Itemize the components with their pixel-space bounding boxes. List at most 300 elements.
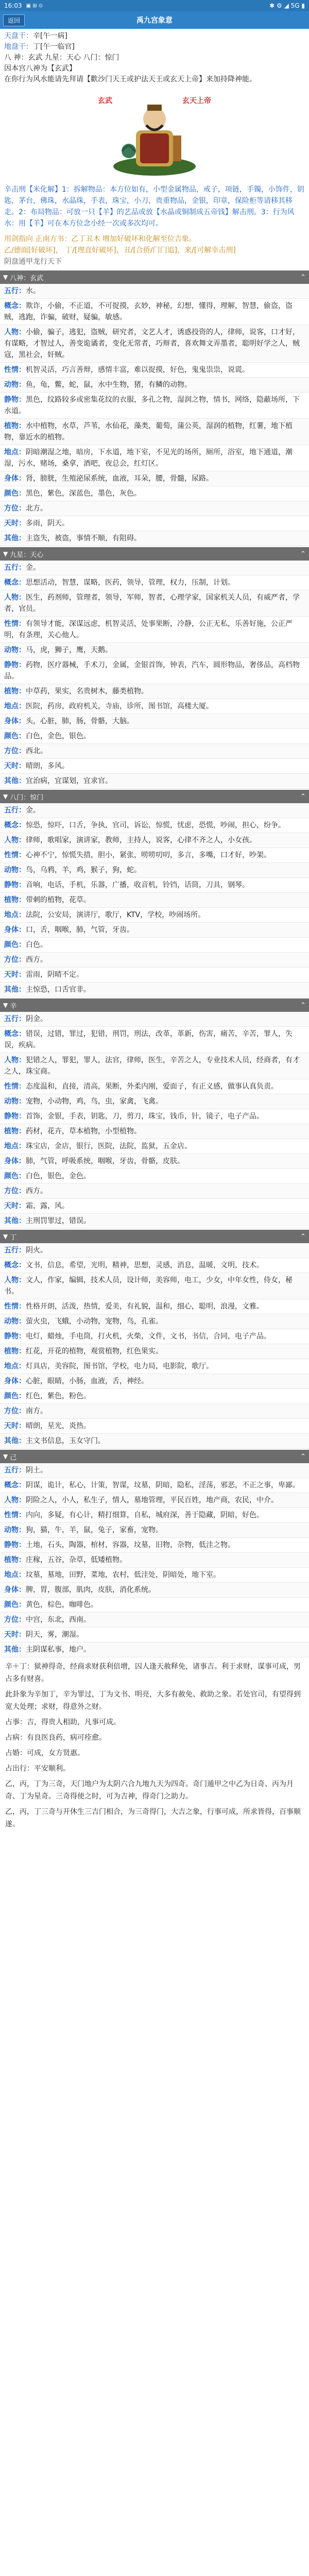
symbol-entry [0,1389,309,1404]
collapse-chevron-icon[interactable]: ⌃ [300,273,306,281]
symbol-entry [0,501,309,516]
section-title: 己 [10,1453,17,1462]
symbol-entry [0,378,309,393]
entry-value: 文人，作家，编辑，技术人员，设计师，美容师，电工，少女，中年女性，侍女，秘书。 [4,1276,293,1296]
entry-value: 水。 [26,287,40,295]
info-line [4,74,305,85]
section-body [0,561,309,789]
symbol-entry [0,1613,309,1628]
entry-key: 静物： [4,661,26,669]
status-left-icons: ▣ ⊞ ⊙ [26,3,43,9]
entry-key: 植物： [4,1127,26,1136]
entry-value: 律师，歌唱家，演讲家，教师，主持人，说客，心律不齐之人，小女孩。 [26,836,256,844]
entry-value: 带刺的植物，花草。 [26,896,91,904]
info-line [4,31,305,42]
symbol-entry [0,684,309,699]
entry-key: 地点： [4,911,26,919]
section-body [0,1463,309,1657]
entry-key: 人物： [4,328,26,336]
entry-key: 颜色： [4,1172,26,1180]
symbol-entry [0,774,309,789]
symbol-entry [0,1243,309,1258]
symbol-entry [0,893,309,908]
status-time: 16:03 [4,2,22,9]
entry-key: 颜色： [4,941,26,949]
symbol-entry [0,486,309,501]
section-header-left [3,792,300,802]
entry-key: 人物： [4,1056,26,1064]
direction-instructions [0,231,309,269]
symbol-entry [0,590,309,617]
entry-key: 植物： [4,896,26,904]
entry-key: 天时： [4,762,26,770]
entry-value: 马，虎，狮子，鹰，天鹅。 [26,646,112,654]
entry-key: 地点： [4,448,26,456]
entry-value: 白色，金色，银色。 [26,732,91,740]
symbol-entry [0,363,309,378]
entry-key: 静物： [4,396,26,404]
direction-line-3: 阴盘通甲龙行天下 [4,258,62,266]
symbol-entry [0,1214,309,1229]
entry-value: 北方。 [26,504,47,513]
entry-key: 五行： [4,564,26,572]
entry-value: 肺，气管，呼吸系统，咽喉，牙齿，骨骼，皮肤。 [26,1157,184,1165]
expand-triangle-icon: ▼ [3,1002,8,1009]
entry-value: 音响，电话，手机，乐器，广播，收音机，铃铛，话筒，刀具，钢琴。 [26,881,249,889]
entry-key: 天时： [4,1631,26,1639]
symbol-entry [0,953,309,968]
entry-key: 五行： [4,287,26,295]
symbol-entry [0,878,309,893]
info-value: 辛[午一病] [33,32,67,40]
symbol-entry [0,1538,309,1553]
symbol-entry [0,1124,309,1139]
section-title: 丁 [10,1233,17,1242]
entry-key: 方位： [4,1187,26,1195]
info-value: 八 神：玄武 九星：天心 八门：惊门 [4,54,119,62]
pan-info [0,29,309,87]
entry-value: 鸟，乌鸦，羊，鸡，猴子，狗，蛇。 [26,866,141,874]
symbol-entry [0,744,309,759]
entry-value: 欺诈，小偷，不正道，不可捉摸，玄妙，神秘，幻想，懂得，理解，智慧，偷盗，盗贼，逃跑，诈骗，破财，疑骗，敏感。 [4,302,293,321]
entry-value: 肾，膀胱，生殖泌尿系统，血液，耳朵，腰，骨髓，尿路。 [26,474,213,483]
section-header-left [3,273,300,282]
entry-value: 文书，信息，希望，光明，精神，思想，灵感，消息，温暖，文明，技术。 [26,1261,264,1269]
entry-value: 白色，银色，金色。 [26,1172,91,1180]
entry-value: 萤火虫，飞蛾，小动物，宠物，鸟，孔雀。 [26,1317,163,1326]
entry-key: 植物： [4,1556,26,1564]
collapse-chevron-icon[interactable]: ⌃ [300,1232,306,1241]
section-title: 八神：玄武 [10,274,44,282]
entry-value: 阴天，雾，潮湿。 [26,1631,83,1639]
entry-value: 电灯，蜡烛，手电筒，打火机，火柴，文件，文书，书信，合同，电子产品。 [26,1332,271,1341]
section-header-left [3,1232,300,1242]
section-title: 八门：惊门 [10,793,44,802]
entry-value: 土地，石头，陶器，棺材，容器，坟墓，旧物，杂物，低洼之物。 [26,1541,235,1549]
section-header-left [3,1001,300,1010]
symbol-entry [0,1508,309,1523]
entry-key: 性情： [4,366,26,374]
note-paragraph: 占婚：可成，女方贤惠。 [5,1749,84,1757]
collapse-chevron-icon[interactable]: ⌃ [300,1001,306,1009]
expand-triangle-icon: ▼ [3,550,8,557]
entry-value: 阴谋，诡计，私心，计策，智谋，坟墓，阴暗，隐私，淫荡，邪恶，不正之事，卑鄙。 [26,1481,300,1489]
symbol-entry [0,968,309,982]
symbol-entry [0,1094,309,1109]
symbol-entry [0,1109,309,1124]
symbol-entry [0,617,309,643]
info-label: 地盘干： [4,43,33,51]
entry-key: 动物： [4,381,26,389]
remedy-detail: 辛击刑【米化解】1：拆解物品：本方位如有，小型金属物品，戒子，项链，手镯，小饰件，钥匙，茅台，佛珠，水晶珠，手表，珠宝，小刀，贵重物品，金银，印章，保险柜等请移其移走。2：布局物品：可放一只【羊】的艺品或放【水晶或铜制成五帝钱】解击刑。3：行为风水：用【羊】可在本方位念小经一次或多次均可。 [4,185,304,228]
entry-key: 方位： [4,504,26,513]
entry-key: 人物： [4,594,26,602]
entry-key: 概念： [4,579,26,587]
entry-key: 五行： [4,1015,26,1023]
info-line [4,63,305,74]
expand-triangle-icon: ▼ [3,793,8,800]
symbol-entry [0,938,309,953]
entry-value: 多雨，阴天。 [26,519,69,528]
collapse-chevron-icon[interactable]: ⌃ [300,550,306,558]
entry-key: 天时： [4,1202,26,1210]
entry-key: 人物： [4,1276,26,1284]
title-bar [0,11,309,29]
section-header[interactable] [0,998,309,1012]
entry-key: 地点： [4,1362,26,1370]
entry-key: 方位： [4,747,26,755]
entry-key: 动物： [4,646,26,654]
entry-key: 概念： [4,1261,26,1269]
entry-key: 静物： [4,1541,26,1549]
symbol-entry [0,714,309,729]
entry-value: 金。 [26,806,40,815]
symbol-entry [0,1273,309,1299]
section-header-left [3,1452,300,1462]
symbol-sections [0,270,309,1657]
symbol-entry [0,982,309,997]
symbol-entry [0,759,309,774]
symbol-entry [0,643,309,658]
expand-triangle-icon: ▼ [3,1233,8,1240]
entry-value: 医生，药剂师，管理者，领导，军师，智者，心理学家，国家机关人员，有威严者，学者，官员。 [4,594,300,613]
deity-caption-left: 玄武 [98,97,112,105]
symbol-entry [0,1374,309,1389]
expand-triangle-icon: ▼ [3,274,8,281]
entry-value: 阴土。 [26,1466,47,1475]
entry-value: 晴朗，星光，炎热。 [26,1422,91,1430]
entry-value: 红花，开花的植物，观赏植物，红色果实。 [26,1347,163,1355]
entry-value: 西方。 [26,956,47,964]
entry-key: 动物： [4,866,26,874]
entry-key: 性情： [4,1302,26,1311]
symbol-entry [0,1478,309,1493]
symbol-entry [0,803,309,818]
section-header[interactable] [0,790,309,803]
entry-value: 鱼，龟，鳖，蛇，鼠，水中生物，猪，有鳞的动物。 [26,381,192,389]
entry-value: 思想活动，智慧，谋略，医药，领导，管理，权力，压制，计划。 [26,579,235,587]
symbol-entry [0,1598,309,1613]
entry-key: 颜色： [4,732,26,740]
status-right-icons: ✱ ⚙ ◢ 5G ▮ [269,2,305,9]
entry-value: 阴金。 [26,1015,47,1023]
entry-value: 主刑罚罪过，错误。 [26,1217,91,1225]
entry-key: 其他： [4,1437,26,1445]
entry-key: 五行： [4,1246,26,1255]
section-body [0,1243,309,1449]
entry-key: 五行： [4,1466,26,1475]
direction-line-1: 用剑指向 正南方书：乙丁丑木 增加好破坏和化解至位吉象。 [4,235,196,243]
collapse-chevron-icon[interactable]: ⌃ [300,1452,306,1461]
entry-value: 主文书信息，玉女守门。 [26,1437,105,1445]
info-value: 因本宫八神为【玄武】 [4,64,76,73]
symbol-entry [0,393,309,419]
entry-key: 其他： [4,986,26,994]
symbol-entry [0,818,309,833]
entry-key: 植物： [4,687,26,696]
symbol-entry [0,1053,309,1079]
note-paragraph: 占出行：平安顺利。 [5,1765,70,1773]
entry-key: 概念： [4,1030,26,1038]
back-button[interactable]: 返回 [3,14,25,26]
entry-value: 阴险之人，小人，私生子，情人，墓地管理，平民百姓，地产商，农民，中介。 [26,1496,278,1504]
entry-key: 动物： [4,1097,26,1106]
entry-key: 身体： [4,1377,26,1385]
section-header[interactable] [0,1450,309,1463]
entry-key: 身体： [4,1157,26,1165]
note-paragraph: 乙，丙，丁三奇与开休生三吉门相合，为三奇得门，大吉之象，行事可成，所求皆得，百事顺遂。 [5,1808,301,1828]
entry-value: 主阴谋私事，地户。 [26,1646,91,1654]
deity-statue-image [96,89,213,180]
entry-value: 阴火。 [26,1246,47,1255]
entry-key: 其他： [4,1217,26,1225]
section-body [0,284,309,546]
entry-value: 机智灵活，巧言善辩，感情丰富，难以捉摸，好色，鬼鬼祟祟，说谎。 [26,366,249,374]
symbol-entry [0,1628,309,1642]
entry-key: 静物： [4,881,26,889]
entry-value: 狗，猫，牛，羊，鼠，兔子，家畜，宠物。 [26,1526,163,1534]
entry-key: 性情： [4,620,26,628]
symbol-entry [0,1329,309,1344]
symbol-entry [0,1139,309,1154]
symbol-entry [0,923,309,938]
entry-value: 头，心脏，肺，肠，骨骼，大脑。 [26,717,134,725]
symbol-entry [0,658,309,684]
symbol-entry [0,561,309,575]
combination-notes [0,1657,309,1837]
expand-triangle-icon: ▼ [3,1453,8,1460]
entry-key: 静物： [4,1332,26,1341]
note-paragraph: 乙，丙，丁为三奇，天门地户为太阴六合九地九天为四奇。奇门遁甲之中乙为日奇、丙为月奇、丁为星奇。三奇得使之时，可为吉神，得奇门之助力。 [5,1780,294,1801]
section-body [0,803,309,997]
entry-value: 黄色，棕色，咖啡色。 [26,1601,98,1609]
section-header[interactable] [0,1230,309,1243]
entry-value: 黑色，纹路较多或密集花纹的衣服，多孔之物，湿润之物，情书，网络，隐蔽场所，下水道。 [4,396,300,415]
entry-key: 颜色： [4,1392,26,1400]
entry-key: 身体： [4,1586,26,1594]
symbol-entry [0,516,309,531]
entry-key: 其他： [4,1646,26,1654]
section-title: 九星：天心 [10,551,44,559]
entry-key: 颜色： [4,489,26,498]
entry-value: 中草药，果实，名贵树木，藤类植物。 [26,687,148,696]
page-title: 禹九宫象意 [136,16,173,25]
note-paragraph: 占病：有良医良药，病可痊愈。 [5,1734,106,1742]
entry-key: 概念： [4,302,26,310]
symbol-entry [0,1184,309,1199]
symbol-entry [0,445,309,471]
entry-value: 态度温和，直接，清高，果断，外柔内刚，爱面子，有正义感，做事认真负责。 [26,1082,278,1091]
entry-value: 雷雨，阴晴不定。 [26,971,83,979]
section-header-left [3,549,300,559]
section-title: 辛 [10,1002,17,1010]
entry-key: 性情： [4,1511,26,1519]
note-paragraph: 此卦象为辛加丁，辛为罪过，丁为文书、明亮，大多有赦免、救助之象。若处官司，有望得到宽大处理；求财，得意外之财。 [5,1690,301,1711]
entry-key: 地点： [4,1571,26,1579]
entry-value: 主惊恐，口舌官非。 [26,986,91,994]
symbol-entry [0,1169,309,1184]
symbol-entry [0,1012,309,1027]
entry-key: 性情： [4,851,26,859]
entry-value: 惊恐，惊吓，口舌，争执，官司，诉讼，惊慌，忧虑，恐慌，吵闹，担心，纷争。 [26,821,285,829]
symbol-entry [0,1199,309,1214]
entry-key: 天时： [4,1422,26,1430]
entry-value: 金。 [26,564,40,572]
entry-key: 概念： [4,1481,26,1489]
deity-image-row [0,89,309,180]
entry-key: 天时： [4,519,26,528]
entry-value: 内向，多疑，有心计，精打细算，自私，城府深，善于隐藏，阴暗，好色。 [26,1511,264,1519]
entry-value: 霜，露，风。 [26,1202,69,1210]
symbol-entry [0,1404,309,1419]
symbol-entry [0,863,309,878]
info-line [4,53,305,63]
entry-value: 阴暗潮湿之地，暗房，下水道，地下室，不见光的场所，厕所，浴室，地下通道，潮湿，污水，赌场，桑拿，酒吧，夜总会，红灯区。 [4,448,293,468]
entry-value: 药物，医疗器械，手术刀，金属，金银首饰，钟表，汽车，圆形物品，奢侈品，高档物品。 [4,661,300,681]
direction-line-2: 乙/德面[好破坏]， 丁/[理直好破坏]，丑/[合侨/门门追]，来/[可解幸击刑] [4,246,236,255]
entry-key: 人物： [4,1496,26,1504]
symbol-entry [0,531,309,546]
section-body [0,1012,309,1229]
symbol-entry [0,1079,309,1094]
deity-caption-right: 玄天上帝 [182,97,211,105]
entry-key: 地点： [4,1142,26,1150]
entry-key: 动物： [4,1317,26,1326]
entry-value: 法院，公安局，演讲厅，歌厅，KTV，学校，吵闹场所。 [26,911,205,919]
symbol-entry [0,1523,309,1538]
entry-value: 有领导才能，深谋远虑，机智灵活，处事果断，冷静，公正无私，乐善好施，公正严明，有条理，关心他人。 [4,620,293,639]
symbol-entry [0,1583,309,1598]
symbol-entry [0,1154,309,1169]
entry-key: 身体： [4,717,26,725]
entry-key: 人物： [4,836,26,844]
entry-value: 西北。 [26,747,47,755]
entry-key: 颜色： [4,1601,26,1609]
symbol-entry [0,1553,309,1568]
entry-key: 静物： [4,1112,26,1121]
symbol-entry [0,1419,309,1434]
entry-value: 错误，过错，罪过，犯错，刑罚，刑法，改革，革新，伤害，痛苦，辛苦，罪人，失误，疾病。 [4,1030,293,1049]
entry-value: 南方。 [26,1407,47,1415]
entry-value: 庄稼，五谷，杂草，低矮植物。 [26,1556,127,1564]
entry-value: 药材，花卉，草本植物，小型植物。 [26,1127,141,1136]
entry-value: 珠宝店，金店，银行，医院，法院，监狱，五金店。 [26,1142,192,1150]
symbol-entry [0,325,309,363]
entry-key: 方位： [4,1407,26,1415]
info-value: 在你行为风水能请先拜请【歡沙门天王或护法天王或玄天上帝】来加持降神能。 [4,75,256,83]
entry-value: 性格开朗，活泼，热情，爱美，有礼貌，温和，细心，聪明，浪漫，文雅。 [26,1302,264,1311]
entry-key: 其他： [4,777,26,785]
symbol-entry [0,908,309,923]
symbol-entry [0,729,309,744]
symbol-entry [0,848,309,863]
entry-value: 水中植物，水草，芦苇，水仙花，藻类，葡萄，蒲公英，湿润的植物，红薯，地下植物，靠近水的植物。 [4,422,293,442]
symbol-entry [0,1434,309,1449]
entry-value: 晴朗，多风。 [26,762,69,770]
entry-key: 其他： [4,534,26,543]
entry-key: 方位： [4,956,26,964]
entry-value: 医院，药房，政府机关，寺庙，诊所，图书馆，高楼大厦。 [26,702,213,710]
symbol-entry [0,284,309,299]
symbol-entry [0,575,309,590]
entry-value: 小偷，骗子，逃犯，盗贼，研究者，文艺人才，诱惑投资的人，律师，说客，口才好，有谋略，才智过人，善变诡谲者，变化无常者，巧辩者，喜欢舞文弄墨者，聪明好学之人，贼寇，黑社会，奸贼。 [4,328,300,359]
entry-value: 中宫，东北，西南。 [26,1616,91,1624]
symbol-entry [0,1568,309,1583]
status-bar [0,0,309,11]
entry-key: 植物： [4,422,26,430]
symbol-entry [0,1258,309,1273]
entry-value: 黑色，紫色，深蓝色，墨色，灰色。 [26,489,141,498]
entry-key: 性情： [4,1082,26,1091]
section-header[interactable] [0,270,309,284]
entry-value: 口，舌，咽喉，肺，气管，牙齿。 [26,926,134,934]
info-value: 丁[午一临官] [33,43,75,51]
symbol-entry [0,1299,309,1314]
info-line [4,42,305,53]
entry-key: 身体： [4,926,26,934]
collapse-chevron-icon[interactable]: ⌃ [300,792,306,801]
entry-value: 白色。 [26,941,47,949]
note-paragraph: 辛＋丁：狱神得奇，经商求财获利倍增，囚人逢天赦释免，诸事吉。利于求财，谋事可成，男占多有财喜。 [5,1663,301,1683]
symbol-entry [0,1314,309,1329]
entry-key: 植物： [4,1347,26,1355]
entry-key: 动物： [4,1526,26,1534]
section-header[interactable] [0,547,309,561]
entry-key: 概念： [4,821,26,829]
entry-value: 红色，紫色，粉色。 [26,1392,91,1400]
entry-value: 主盗失，被盗，事情不顺，有阻碍。 [26,534,141,543]
entry-value: 脾，胃，腹部，肌肉，皮肤，消化系统。 [26,1586,156,1594]
entry-value: 心脏，眼睛，小肠，血液，舌，神经。 [26,1377,148,1385]
entry-key: 五行： [4,806,26,815]
symbol-entry [0,1493,309,1508]
symbol-entry [0,1642,309,1657]
symbol-entry [0,699,309,714]
entry-value: 首饰，金银，手表，钥匙，刀，剪刀，珠宝，钱币，针，镜子，电子产品。 [26,1112,264,1121]
symbol-entry [0,1027,309,1053]
entry-value: 西方。 [26,1187,47,1195]
symbol-entry [0,299,309,325]
entry-key: 地点： [4,702,26,710]
symbol-entry [0,471,309,486]
note-paragraph: 占事：吉，得贵人相助，凡事可成。 [5,1718,121,1726]
symbol-entry [0,419,309,445]
entry-value: 宜治病，宜谋划，宜求官。 [26,777,112,785]
entry-value: 犯错之人，罪犯，罪人，法官，律师，医生，辛苦之人，专业技术人员，经商者，有才之人，珠宝商。 [4,1056,300,1076]
entry-value: 心神不宁，惊慌失措，胆小，紧张，唠唠叨叨，多言，多嘴，口才好，吵架。 [26,851,271,859]
entry-value: 灯具店，美容院，图书馆，学校，电力局，电影院，歌厅。 [26,1362,213,1370]
entry-key: 身体： [4,474,26,483]
